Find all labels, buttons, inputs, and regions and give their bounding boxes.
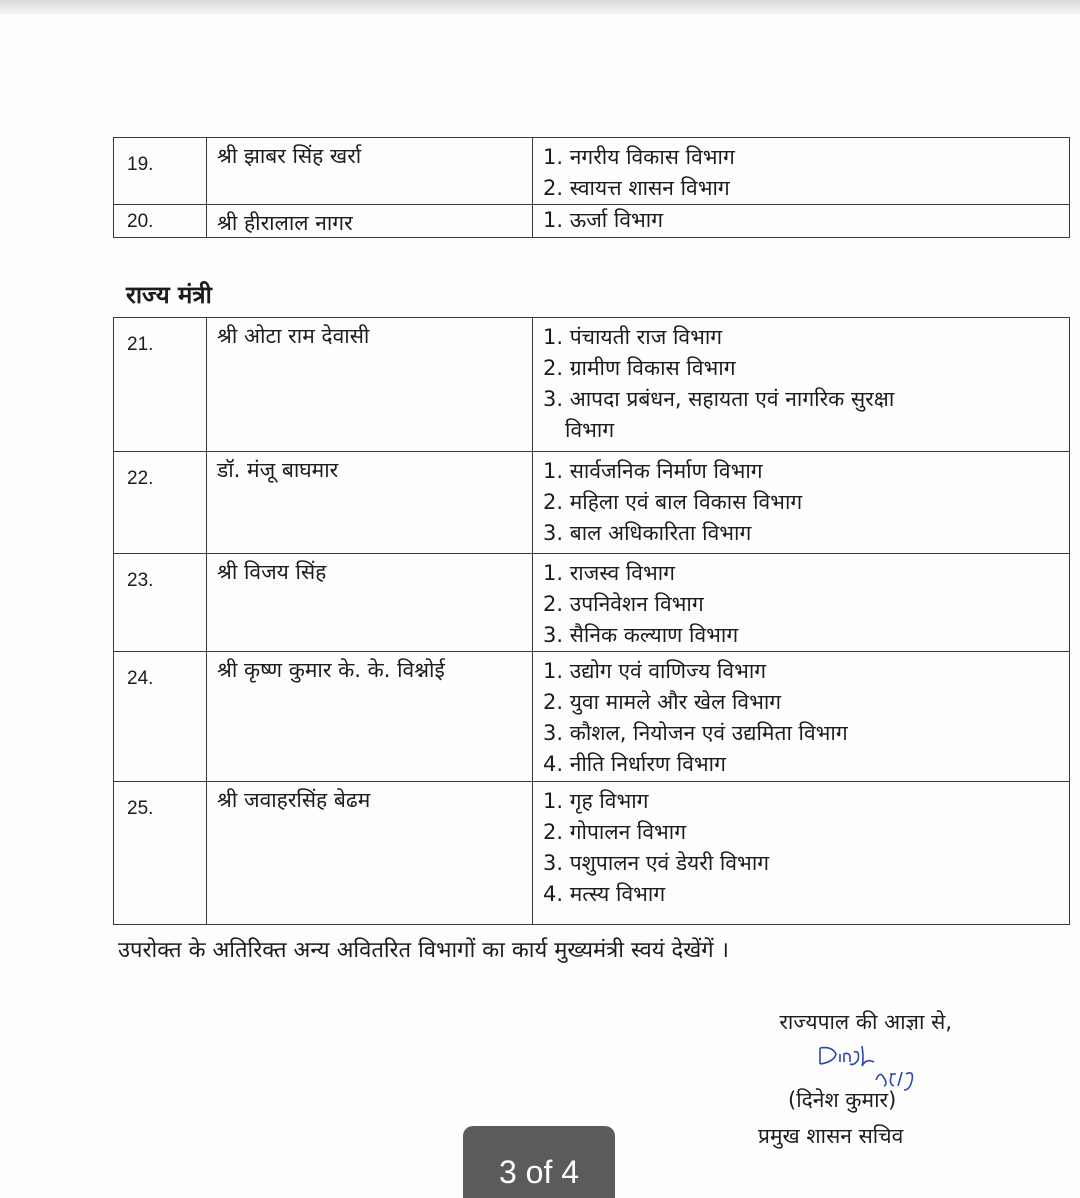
department-list (533, 652, 1070, 782)
minister-name: श्री हीरालाल नागर (207, 205, 533, 238)
department-item: 1. उद्योग एवं वाणिज्य विभाग (543, 659, 767, 683)
department-item: 3. पशुपालन एवं डेयरी विभाग (543, 851, 770, 875)
department-item: 2. गोपालन विभाग (543, 820, 687, 844)
row-number: 21. (114, 318, 207, 452)
footer-note: उपरोक्त के अतिरिक्त अन्य अवितरित विभागों का कार्य मुख्यमंत्री स्वयं देखेंगें । (118, 938, 729, 963)
department-item: विभाग (565, 418, 615, 442)
department-item: 2. स्वायत्त शासन विभाग (543, 176, 730, 200)
ministers-table-main (113, 317, 1070, 925)
department-list (533, 205, 1070, 238)
department-item: 1. नगरीय विकास विभाग (543, 145, 735, 169)
department-item: 1. पंचायती राज विभाग (543, 325, 723, 349)
signatory-designation: प्रमुख शासन सचिव (758, 1124, 904, 1148)
row-number: 20. (114, 205, 207, 238)
row-number: 22. (114, 452, 207, 554)
table-row (114, 452, 1070, 554)
row-number: 23. (114, 554, 207, 652)
authority-line: राज्यपाल की आज्ञा से, (779, 1010, 952, 1034)
minister-name: डॉ. मंजू बाघमार (207, 452, 533, 554)
department-item: 2. महिला एवं बाल विकास विभाग (543, 490, 803, 514)
department-item: 4. नीति निर्धारण विभाग (543, 752, 726, 776)
signatory-name: (दिनेश कुमार) (788, 1088, 897, 1112)
department-item: 3. सैनिक कल्याण विभाग (543, 623, 739, 647)
minister-name: श्री ओटा राम देवासी (207, 318, 533, 452)
department-item: 1. राजस्व विभाग (543, 561, 675, 585)
page-indicator: 3 of 4 (463, 1126, 615, 1198)
department-item: 2. उपनिवेशन विभाग (543, 592, 704, 616)
page-top-edge (0, 0, 1080, 14)
row-number: 25. (114, 782, 207, 925)
department-list (533, 138, 1070, 205)
table-row (114, 554, 1070, 652)
row-number: 19. (114, 138, 207, 205)
table-row (114, 652, 1070, 782)
ministers-table-top (113, 137, 1070, 238)
section-heading: राज्य मंत्री (126, 281, 212, 309)
department-item: 3. बाल अधिकारिता विभाग (543, 521, 752, 545)
department-item: 1. गृह विभाग (543, 789, 649, 813)
department-list (533, 782, 1070, 925)
department-list (533, 452, 1070, 554)
table-row (114, 318, 1070, 452)
department-item: 1. ऊर्जा विभाग (543, 208, 664, 232)
department-item: 3. कौशल, नियोजन एवं उद्यमिता विभाग (543, 721, 848, 745)
department-item: 2. युवा मामले और खेल विभाग (543, 690, 782, 714)
department-list (533, 318, 1070, 452)
department-list (533, 554, 1070, 652)
department-item: 1. सार्वजनिक निर्माण विभाग (543, 459, 763, 483)
table-row (114, 205, 1070, 238)
minister-name: श्री जवाहरसिंह बेढम (207, 782, 533, 925)
department-item: 3. आपदा प्रबंधन, सहायता एवं नागरिक सुरक्षा (543, 387, 895, 411)
signature-block (779, 1008, 952, 1036)
department-item: 2. ग्रामीण विकास विभाग (543, 356, 736, 380)
minister-name: श्री झाबर सिंह खर्रा (207, 138, 533, 205)
minister-name: श्री विजय सिंह (207, 554, 533, 652)
table-row (114, 138, 1070, 205)
table-row (114, 782, 1070, 925)
department-item: 4. मत्स्य विभाग (543, 882, 666, 906)
row-number: 24. (114, 652, 207, 782)
minister-name: श्री कृष्ण कुमार के. के. विश्नोई (207, 652, 533, 782)
